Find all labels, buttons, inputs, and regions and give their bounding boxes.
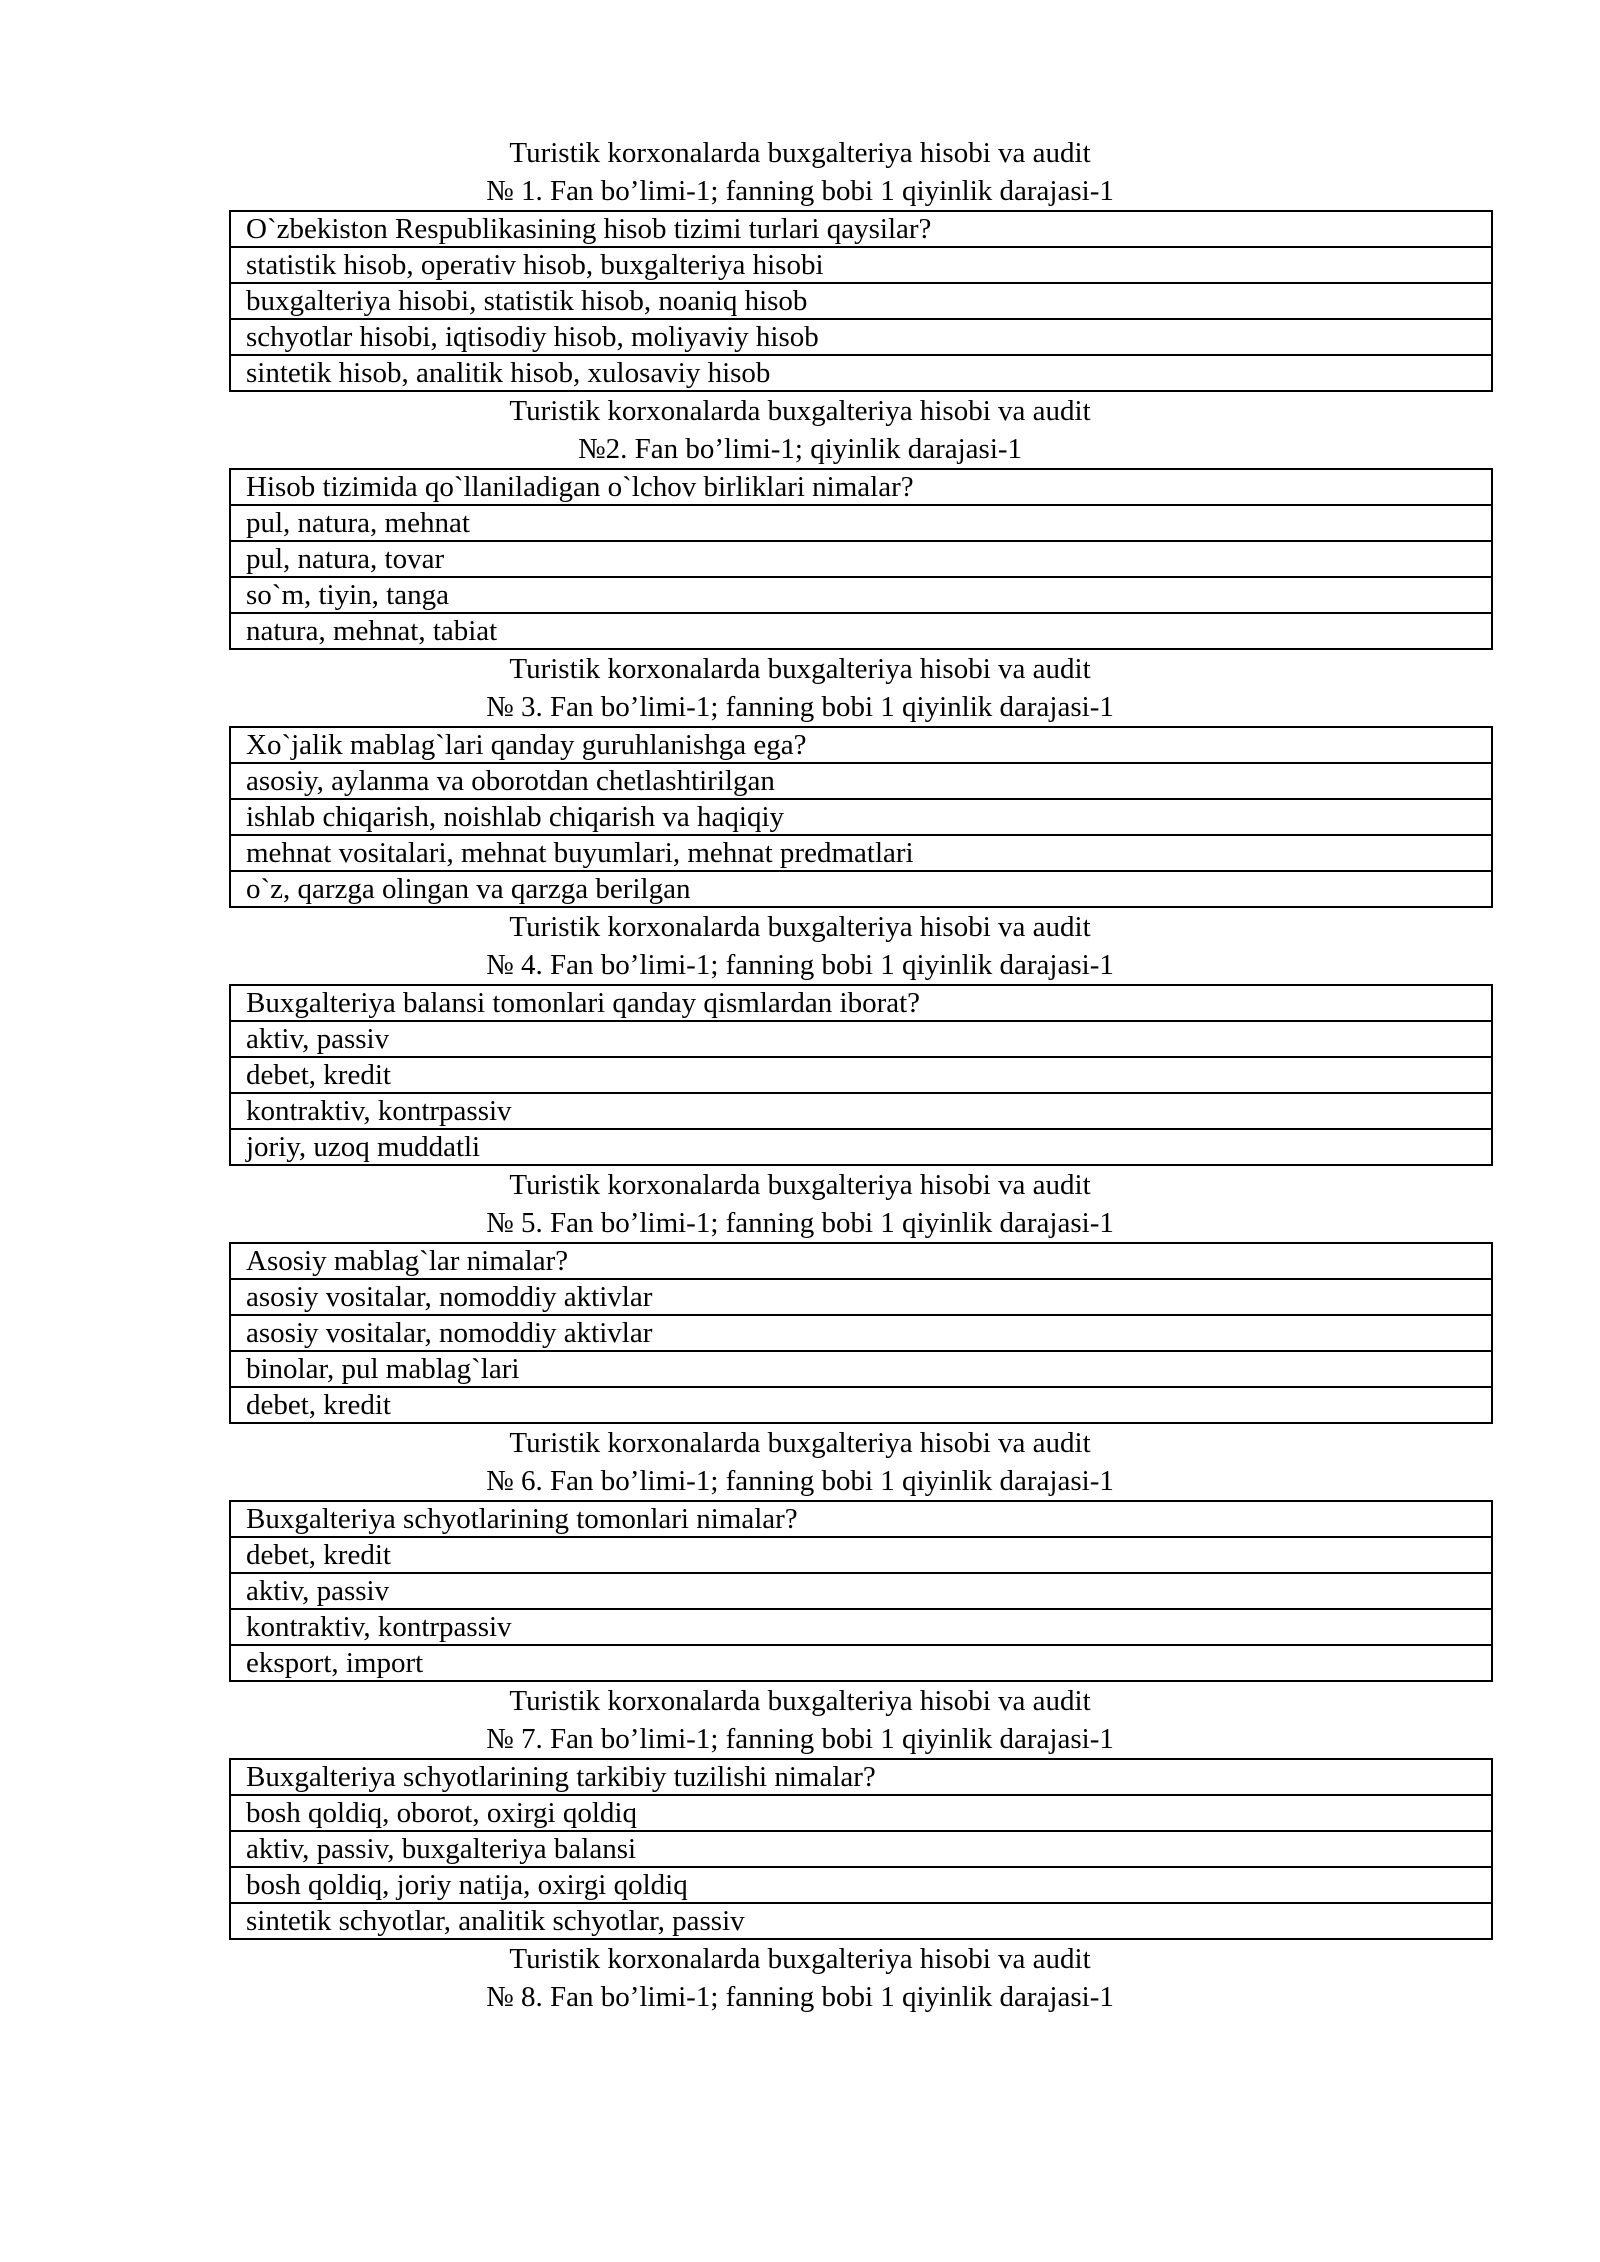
block-subtitle: № 7. Fan bo’limi-1; fanning bobi 1 qiyinlik darajasi-1: [486, 1723, 1114, 1755]
trailing-heading: [0, 1940, 1600, 2016]
block-subtitle: № 8. Fan bo’limi-1; fanning bobi 1 qiyinlik darajasi-1: [486, 1981, 1114, 2013]
block-title: Turistik korxonalarda buxgalteriya hisobi va audit: [509, 1427, 1091, 1459]
question-text: Buxgalteriya balansi tomonlari qanday qismlardan iborat?: [230, 985, 1492, 1021]
answer-option: asosiy, aylanma va oborotdan chetlashtirilgan: [230, 763, 1492, 799]
block-title: Turistik korxonalarda buxgalteriya hisobi va audit: [509, 911, 1091, 943]
answer-option: bosh qoldiq, oborot, oxirgi qoldiq: [230, 1795, 1492, 1831]
question-block: [0, 392, 1600, 650]
document-page: [0, 134, 1600, 2016]
question-table: [229, 984, 1493, 1166]
question-table: [229, 468, 1493, 650]
answer-option: buxgalteriya hisobi, statistik hisob, noaniq hisob: [230, 283, 1492, 319]
answer-option: sintetik schyotlar, analitik schyotlar, passiv: [230, 1903, 1492, 1939]
question-block: [0, 650, 1600, 908]
block-title: Turistik korxonalarda buxgalteriya hisobi va audit: [509, 653, 1091, 685]
block-title: Turistik korxonalarda buxgalteriya hisobi va audit: [509, 395, 1091, 427]
question-block: [0, 1424, 1600, 1682]
block-subtitle: № 1. Fan bo’limi-1; fanning bobi 1 qiyinlik darajasi-1: [486, 175, 1114, 207]
answer-option: so`m, tiyin, tanga: [230, 577, 1492, 613]
block-title: Turistik korxonalarda buxgalteriya hisobi va audit: [509, 1685, 1091, 1717]
question-text: Xo`jalik mablag`lari qanday guruhlanishga ega?: [230, 727, 1492, 763]
answer-option: asosiy vositalar, nomoddiy aktivlar: [230, 1315, 1492, 1351]
question-text: O`zbekiston Respublikasining hisob tizimi turlari qaysilar?: [230, 211, 1492, 247]
answer-option: pul, natura, mehnat: [230, 505, 1492, 541]
answer-option: o`z, qarzga olingan va qarzga berilgan: [230, 871, 1492, 907]
answer-option: aktiv, passiv: [230, 1573, 1492, 1609]
block-title: Turistik korxonalarda buxgalteriya hisobi va audit: [509, 137, 1091, 169]
block-subtitle: № 4. Fan bo’limi-1; fanning bobi 1 qiyinlik darajasi-1: [486, 949, 1114, 981]
answer-option: mehnat vositalari, mehnat buyumlari, mehnat predmatlari: [230, 835, 1492, 871]
answer-option: joriy, uzoq muddatli: [230, 1129, 1492, 1165]
answer-option: ishlab chiqarish, noishlab chiqarish va haqiqiy: [230, 799, 1492, 835]
block-title: Turistik korxonalarda buxgalteriya hisobi va audit: [509, 1169, 1091, 1201]
block-subtitle: № 6. Fan bo’limi-1; fanning bobi 1 qiyinlik darajasi-1: [486, 1465, 1114, 1497]
answer-option: bosh qoldiq, joriy natija, oxirgi qoldiq: [230, 1867, 1492, 1903]
answer-option: pul, natura, tovar: [230, 541, 1492, 577]
block-subtitle: № 3. Fan bo’limi-1; fanning bobi 1 qiyinlik darajasi-1: [486, 691, 1114, 723]
answer-option: debet, kredit: [230, 1057, 1492, 1093]
answer-option: debet, kredit: [230, 1387, 1492, 1423]
question-table: [229, 210, 1493, 392]
block-title: Turistik korxonalarda buxgalteriya hisobi va audit: [509, 1943, 1091, 1975]
answer-option: aktiv, passiv, buxgalteriya balansi: [230, 1831, 1492, 1867]
answer-option: debet, kredit: [230, 1537, 1492, 1573]
question-text: Buxgalteriya schyotlarining tomonlari nimalar?: [230, 1501, 1492, 1537]
answer-option: asosiy vositalar, nomoddiy aktivlar: [230, 1279, 1492, 1315]
question-text: Buxgalteriya schyotlarining tarkibiy tuzilishi nimalar?: [230, 1759, 1492, 1795]
answer-option: kontraktiv, kontrpassiv: [230, 1609, 1492, 1645]
question-table: [229, 1758, 1493, 1940]
question-block: [0, 1682, 1600, 1940]
question-block: [0, 1166, 1600, 1424]
question-table: [229, 1500, 1493, 1682]
answer-option: eksport, import: [230, 1645, 1492, 1681]
answer-option: natura, mehnat, tabiat: [230, 613, 1492, 649]
answer-option: schyotlar hisobi, iqtisodiy hisob, moliyaviy hisob: [230, 319, 1492, 355]
block-subtitle: №2. Fan bo’limi-1; qiyinlik darajasi-1: [577, 433, 1023, 465]
answer-option: kontraktiv, kontrpassiv: [230, 1093, 1492, 1129]
answer-option: sintetik hisob, analitik hisob, xulosaviy hisob: [230, 355, 1492, 391]
block-subtitle: № 5. Fan bo’limi-1; fanning bobi 1 qiyinlik darajasi-1: [486, 1207, 1114, 1239]
question-table: [229, 726, 1493, 908]
question-table: [229, 1242, 1493, 1424]
question-block: [0, 134, 1600, 392]
question-text: Asosiy mablag`lar nimalar?: [230, 1243, 1492, 1279]
answer-option: statistik hisob, operativ hisob, buxgalteriya hisobi: [230, 247, 1492, 283]
question-text: Hisob tizimida qo`llaniladigan o`lchov birliklari nimalar?: [230, 469, 1492, 505]
answer-option: binolar, pul mablag`lari: [230, 1351, 1492, 1387]
question-block: [0, 908, 1600, 1166]
answer-option: aktiv, passiv: [230, 1021, 1492, 1057]
